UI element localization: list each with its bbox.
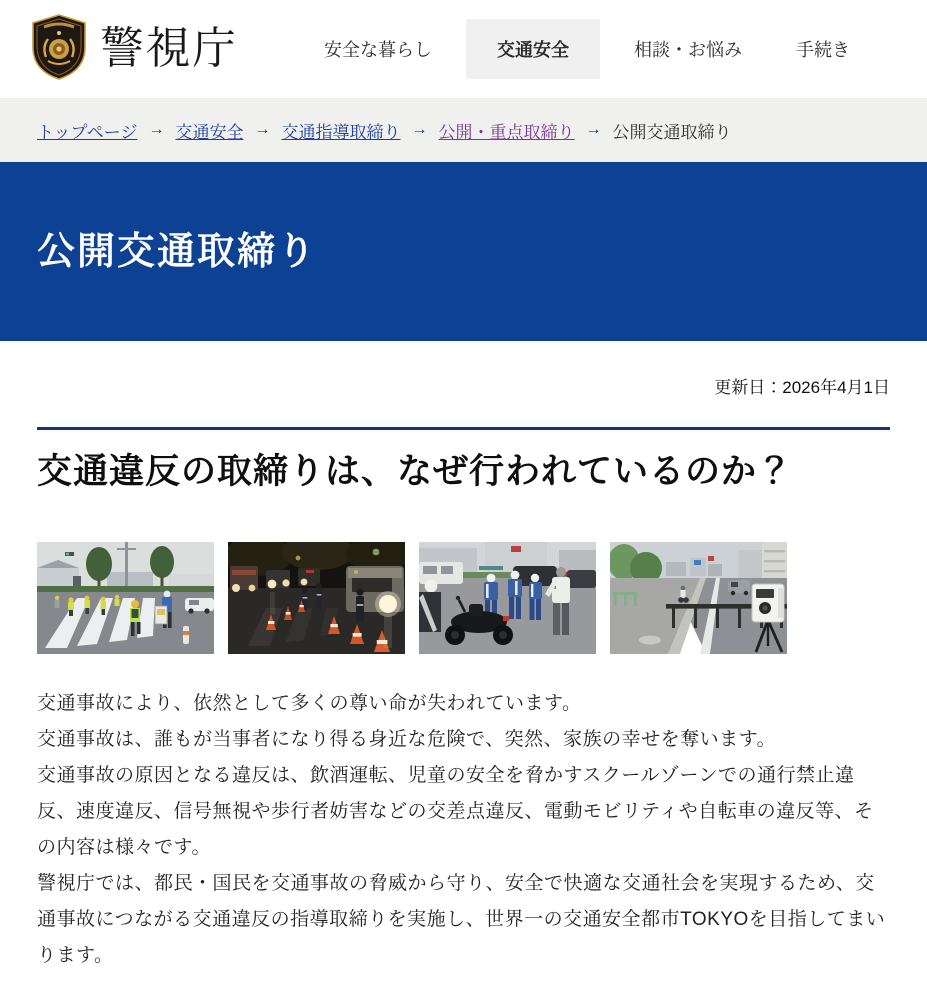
paragraph-4: 警視庁では、都民・国民を交通事故の脅威から守り、安全で快適な交通社会を実現するため、交通事故につながる交通違反の指導取締りを実施し、世界一の交通安全都市TOKYOを目指してまいります。	[37, 873, 886, 966]
breadcrumb-link-traffic-safety[interactable]: 交通安全	[175, 122, 244, 142]
breadcrumb-link-public-priority[interactable]: 公開・重点取締り	[438, 122, 575, 142]
nav-item-consultation[interactable]: 相談・お悩み	[634, 40, 742, 60]
site-brand[interactable]	[28, 13, 238, 86]
night-truck-left	[230, 566, 258, 592]
article-heading-block	[37, 427, 890, 494]
distant-car	[728, 580, 750, 595]
paragraph-2: 交通事故は、誰もが当事者になり得る身近な危険で、突然、家族の幸せを奪います。	[37, 729, 777, 750]
breadcrumb-arrow-icon: →	[254, 121, 271, 138]
mpd-emblem-icon	[28, 13, 90, 86]
paragraph-1: 交通事故により、依然として多くの尊い命が失われています。	[37, 693, 582, 714]
updated-date: 更新日：2026年4月1日	[714, 378, 890, 397]
main-content	[37, 375, 890, 984]
photo-speed-camera	[610, 542, 787, 654]
page-banner	[0, 162, 927, 341]
breadcrumb-arrow-icon: →	[411, 121, 428, 138]
main-nav	[304, 19, 870, 79]
breadcrumb-current-page: 公開交通取締り	[612, 122, 732, 142]
paragraph-3: 交通事故の原因となる違反は、飲酒運転、児童の安全を脅かすスクールゾーンでの通行禁止違反、速度違反、信号無視や歩行者妨害などの交差点違反、電動モビリティや自転車の違反等、その内容は様々です。	[37, 765, 874, 858]
nav-item-safe-living[interactable]: 安全な暮らし	[324, 40, 432, 60]
photo-row	[37, 542, 890, 654]
site-title: 警視庁	[100, 24, 238, 73]
breadcrumb-link-top[interactable]: トップページ	[37, 122, 138, 142]
nav-item-procedures[interactable]: 手続き	[796, 40, 850, 60]
breadcrumb-arrow-icon: →	[148, 121, 165, 138]
article-heading: 交通違反の取締りは、なぜ行われているのか？	[37, 452, 794, 491]
photo-night-checkpoint	[228, 542, 405, 654]
article-body	[37, 686, 890, 984]
site-header	[0, 0, 927, 98]
photo-children-crossing-daytime	[37, 542, 214, 654]
night-van-right	[346, 566, 404, 617]
breadcrumb-link-enforcement[interactable]: 交通指導取締り	[281, 122, 401, 142]
page-title: 公開交通取締り	[37, 231, 318, 273]
nav-item-traffic-safety[interactable]: 交通安全	[466, 19, 600, 79]
breadcrumb-arrow-icon: →	[585, 121, 602, 138]
photo-motorcycle-stop	[419, 542, 596, 654]
breadcrumb	[0, 98, 927, 162]
green-fence-left	[612, 592, 638, 606]
